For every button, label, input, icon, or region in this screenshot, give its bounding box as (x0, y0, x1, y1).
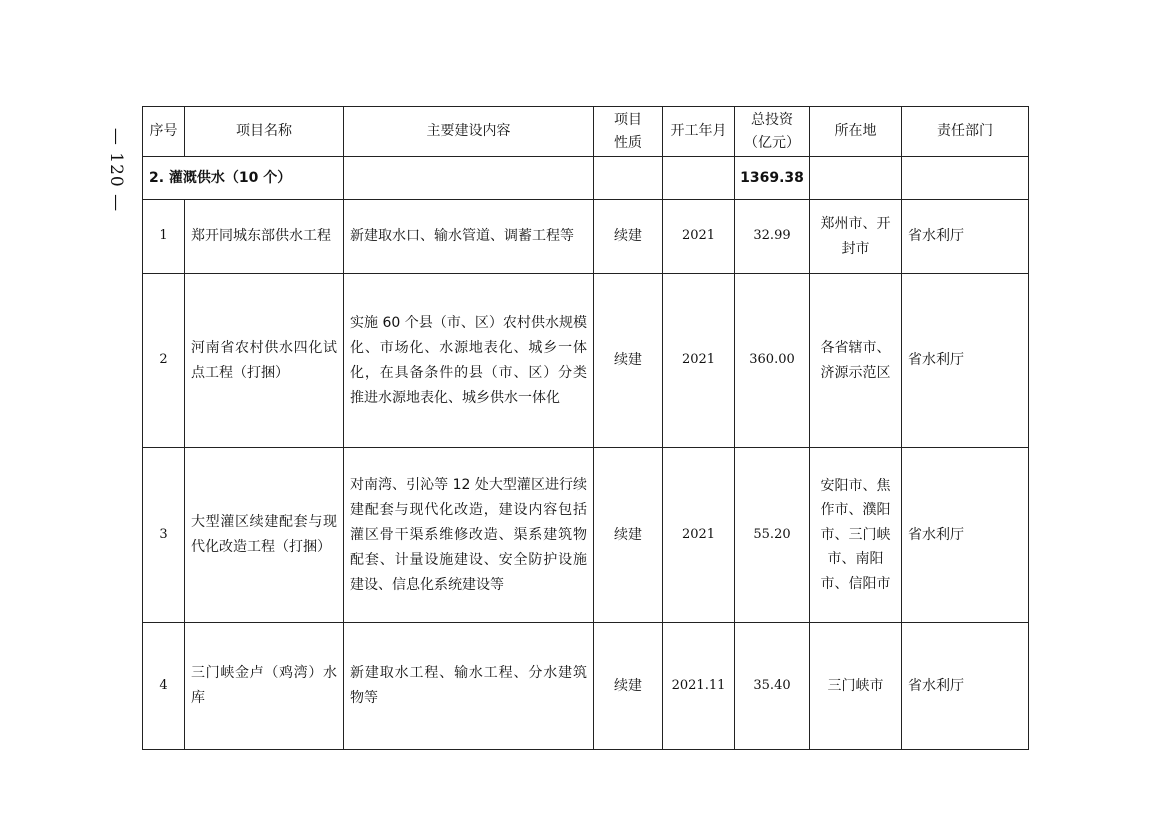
row-start-date: 2021 (663, 274, 735, 448)
table-row (143, 274, 1029, 448)
row-seq: 3 (143, 448, 185, 623)
row-responsible-dept: 省水利厅 (902, 274, 1029, 448)
row-start-date: 2021.11 (663, 623, 735, 750)
row-location: 郑州市、开封市 (810, 200, 902, 274)
category-row (143, 157, 1029, 200)
category-empty-cell (810, 157, 902, 200)
row-responsible-dept: 省水利厅 (902, 623, 1029, 750)
header-project-name: 项目名称 (185, 107, 344, 157)
page-number (96, 120, 136, 220)
row-main-content: 实施 60 个县（市、区）农村供水规模化、市场化、水源地表化、城乡一体化，在具备条件的县（市、区）分类推进水源地表化、城乡供水一体化 (344, 274, 594, 448)
row-main-content: 对南湾、引沁等 12 处大型灌区进行续建配套与现代化改造，建设内容包括灌区骨干渠系维修改造、渠系建筑物配套、计量设施建设、安全防护设施建设、信息化系统建设等 (344, 448, 594, 623)
row-seq: 4 (143, 623, 185, 750)
project-table (142, 106, 1029, 750)
header-responsible-dept: 责任部门 (902, 107, 1029, 157)
row-location: 各省辖市、济源示范区 (810, 274, 902, 448)
header-total-investment-line1: 总投资 (751, 112, 793, 129)
header-project-nature-line1: 项目 (614, 112, 642, 129)
category-label: 2. 灌溉供水（10 个） (143, 157, 344, 200)
category-empty-cell (902, 157, 1029, 200)
row-responsible-dept: 省水利厅 (902, 200, 1029, 274)
table-header-row (143, 107, 1029, 157)
header-seq: 序号 (143, 107, 185, 157)
row-investment: 32.99 (735, 200, 810, 274)
header-start-date: 开工年月 (663, 107, 735, 157)
row-location: 安阳市、焦作市、濮阳市、三门峡市、南阳市、信阳市 (810, 448, 902, 623)
category-total-investment: 1369.38 (735, 157, 810, 200)
row-investment: 55.20 (735, 448, 810, 623)
row-seq: 2 (143, 274, 185, 448)
header-project-nature-line2: 性质 (614, 134, 642, 151)
row-main-content: 新建取水口、输水管道、调蓄工程等 (344, 200, 594, 274)
row-project-name: 河南省农村供水四化试点工程（打捆） (185, 274, 344, 448)
row-main-content: 新建取水工程、输水工程、分水建筑物等 (344, 623, 594, 750)
header-project-nature (594, 107, 663, 157)
header-total-investment (735, 107, 810, 157)
row-project-nature: 续建 (594, 448, 663, 623)
row-project-name: 三门峡金卢（鸡湾）水库 (185, 623, 344, 750)
row-investment: 35.40 (735, 623, 810, 750)
row-project-nature: 续建 (594, 274, 663, 448)
category-empty-cell (344, 157, 594, 200)
table-row (143, 200, 1029, 274)
row-investment: 360.00 (735, 274, 810, 448)
row-seq: 1 (143, 200, 185, 274)
category-empty-cell (663, 157, 735, 200)
row-project-nature: 续建 (594, 623, 663, 750)
row-start-date: 2021 (663, 448, 735, 623)
header-location: 所在地 (810, 107, 902, 157)
header-total-investment-line2: （亿元） (744, 134, 800, 151)
category-empty-cell (594, 157, 663, 200)
row-project-nature: 续建 (594, 200, 663, 274)
row-start-date: 2021 (663, 200, 735, 274)
table-row (143, 448, 1029, 623)
row-location: 三门峡市 (810, 623, 902, 750)
header-main-content: 主要建设内容 (344, 107, 594, 157)
row-project-name: 郑开同城东部供水工程 (185, 200, 344, 274)
table-row (143, 623, 1029, 750)
row-project-name: 大型灌区续建配套与现代化改造工程（打捆） (185, 448, 344, 623)
page-number-text: — 120 — (106, 127, 127, 213)
row-responsible-dept: 省水利厅 (902, 448, 1029, 623)
